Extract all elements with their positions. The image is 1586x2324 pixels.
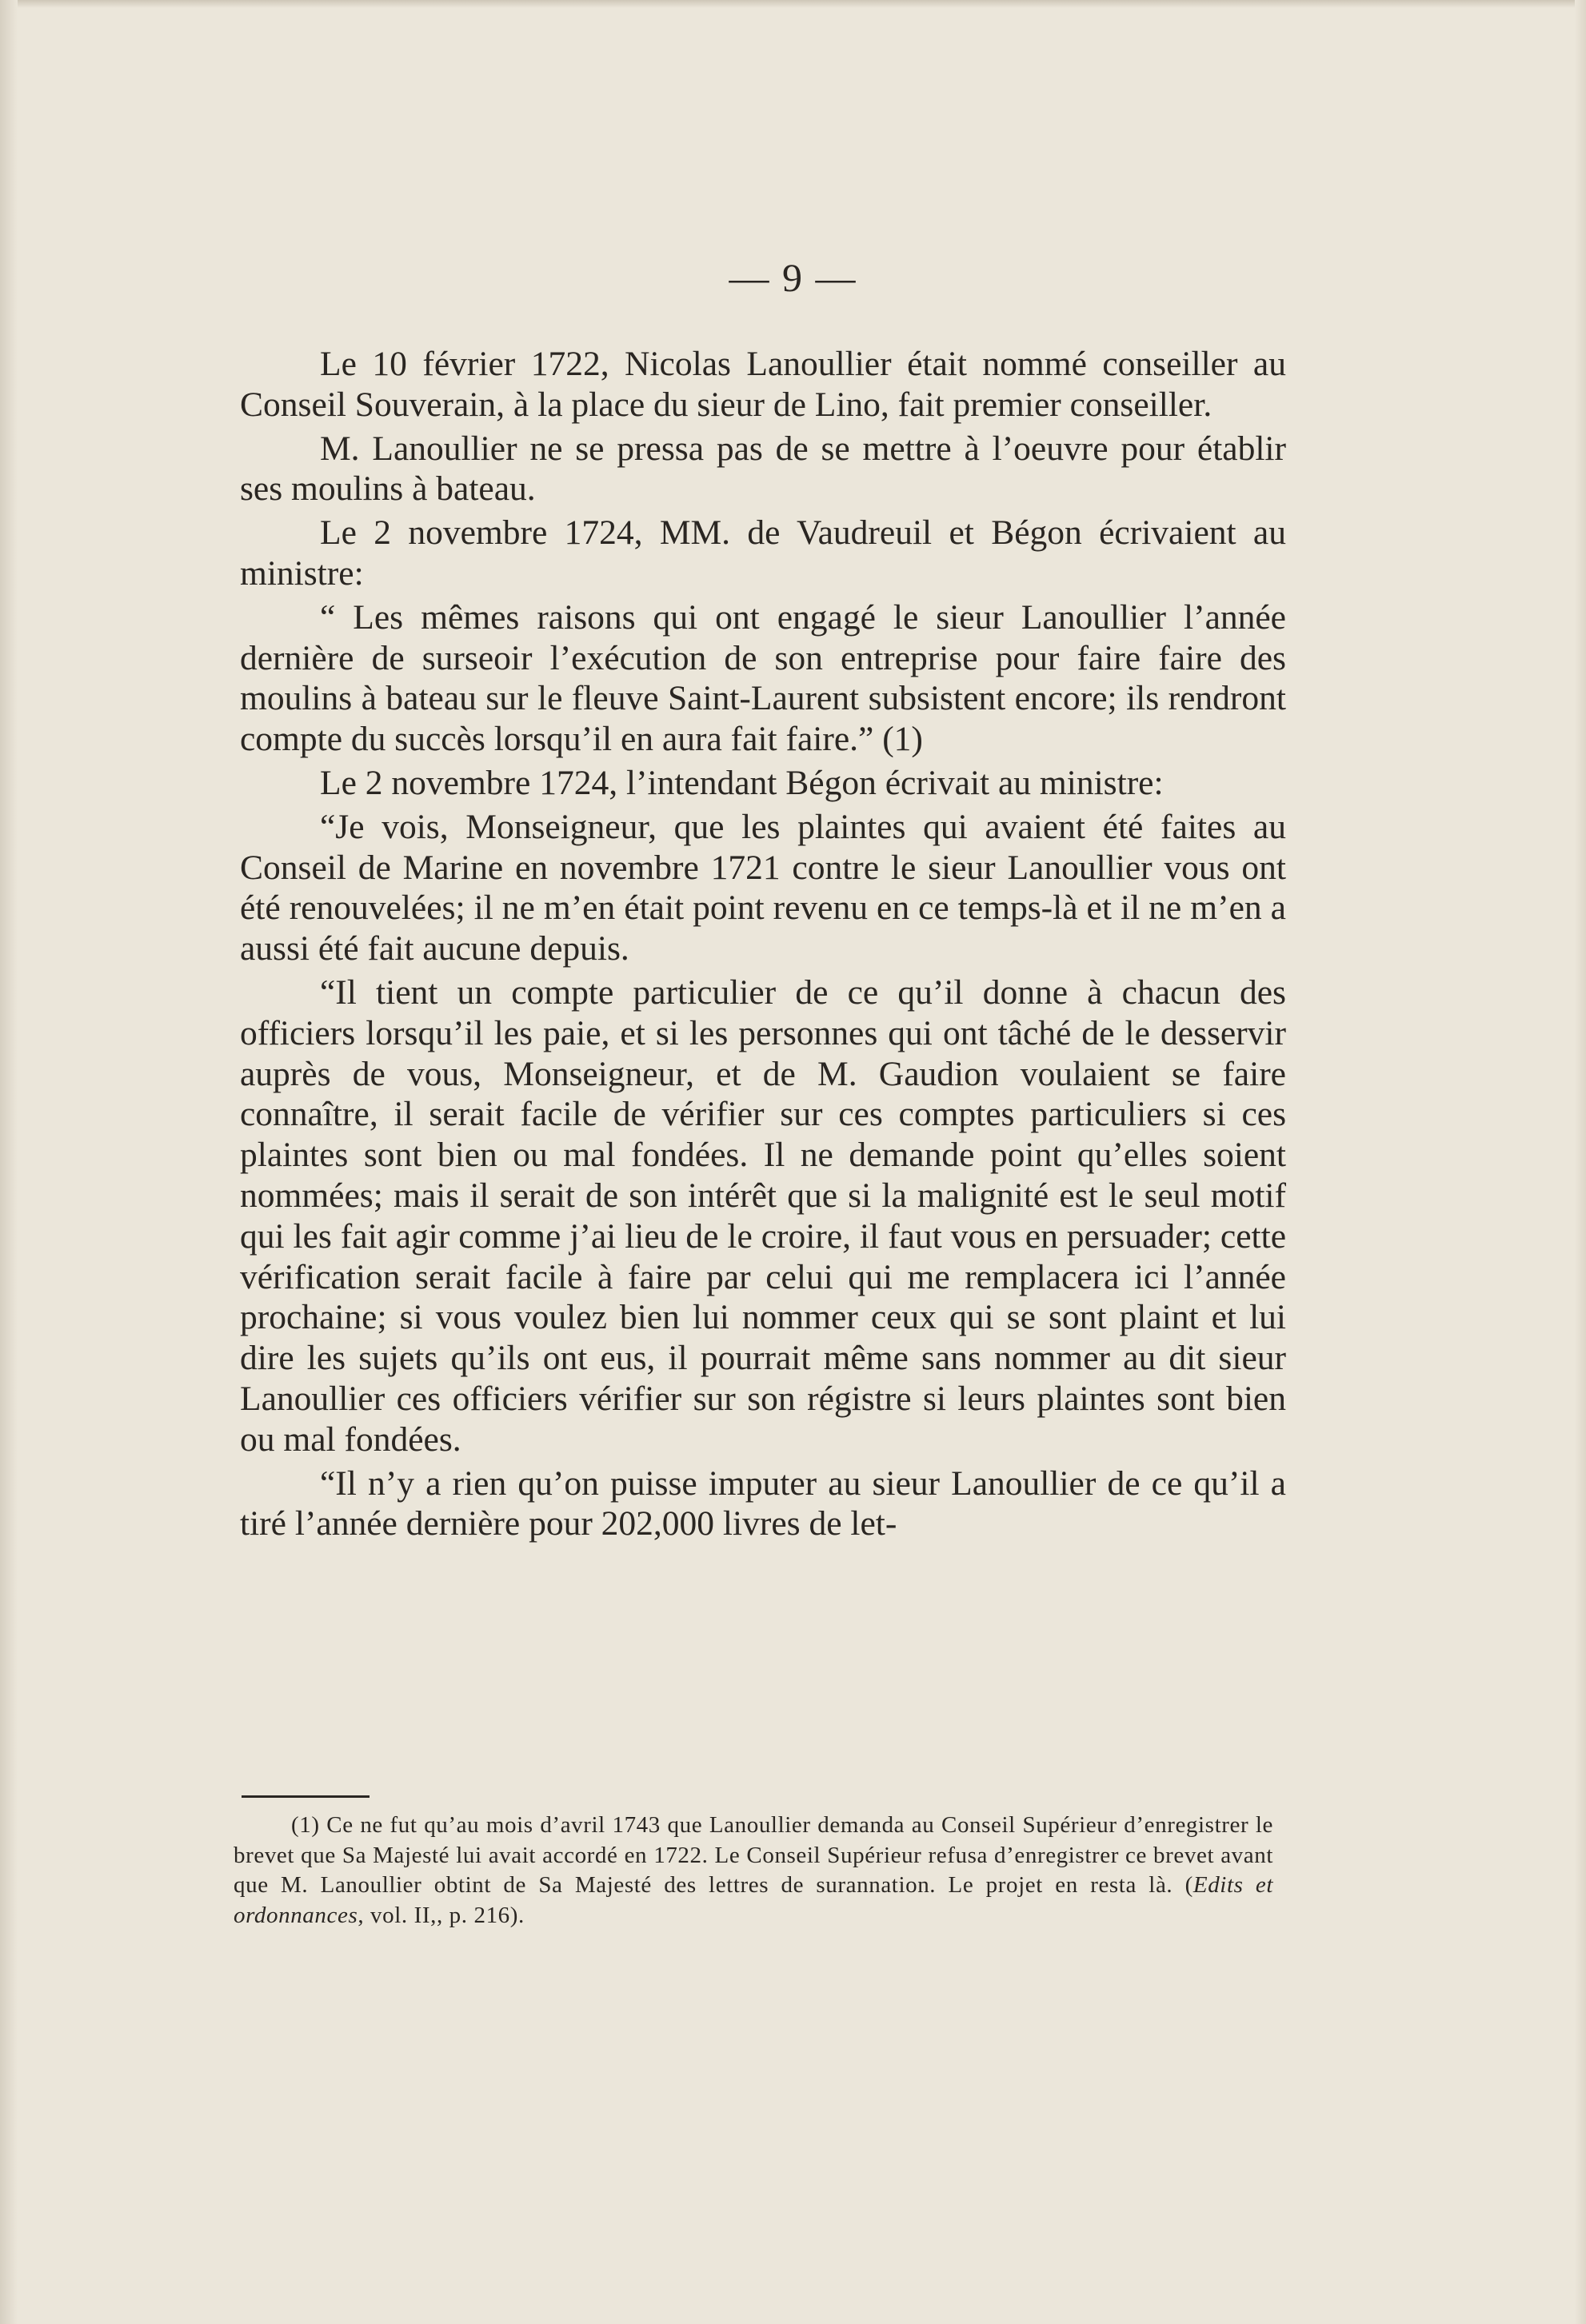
- quote-paragraph: “Il tient un compte particulier de ce qu’il donne à chacun des officiers lorsqu’il les paie, et si les personnes qui ont tâché de le desservir auprès de vous, Monseigneur, et de M. Gaudion voulaient se faire connaître, il serait facile de vérifier sur ces comptes particuliers si ces plaintes sont bien ou mal fondées. Il ne demande point qu’elles soient nommées; mais il serait de son intérêt que si la malignité est le seul motif qui les fait agir comme j’ai lieu de le croire, il faut vous en persuader; cette vérification serait facile à faire par celui qui me remplacera ici l’année prochaine; si vous voulez bien lui nommer ceux qui se sont plaint et lui dire les sujets qu’ils ont eus, il pourrait même sans nommer au dit sieur Lanoullier ces officiers vérifier sur son régistre si leurs plaintes sont bien ou mal fondées.: [240, 972, 1286, 1459]
- paragraph: Le 2 novembre 1724, l’intendant Bégon écrivait au ministre:: [320, 763, 1164, 802]
- footnote-text-before: (1) Ce ne fut qu’au mois d’avril 1743 que Lanoullier demanda au Conseil Supérieur d’enregistrer le brevet que Sa Majesté lui avait accordé en 1722. Le Conseil Supérieur refusa d’enregistrer ce brevet avant que M. Lanoullier obtint de Sa Majesté des lettres de surannation. Le projet en resta là. (: [234, 1812, 1273, 1898]
- quote-paragraph: “Il n’y a rien qu’on puisse imputer au sieur Lanoullier de ce qu’il a tiré l’année dernière pour 202,000 livres de let-: [240, 1463, 1286, 1543]
- paragraph: Le 10 février 1722, Nicolas Lanoullier était nommé conseiller au Conseil Souverain, à la place du sieur de Lino, fait premier conseiller.: [240, 345, 1286, 424]
- page-number: — 9 —: [729, 255, 857, 300]
- quote-paragraph: “ Les mêmes raisons qui ont engagé le sieur Lanoullier l’année dernière de surseoir l’exécution de son entreprise pour faire faire des moulins à bateau sur le fleuve Saint-Laurent subsistent encore; ils rendront compte du succès lorsqu’il en aura fait faire.” (1): [240, 597, 1286, 759]
- footnote: [234, 1811, 1273, 1931]
- footnote-text: [234, 1811, 1273, 1931]
- footnote-text-after: , vol. II,, p. 216).: [358, 1902, 525, 1928]
- page-spine-shadow: [0, 0, 18, 2324]
- paragraph: M. Lanoullier ne se pressa pas de se mettre à l’oeuvre pour établir ses moulins à bateau.: [240, 429, 1286, 509]
- page-right-edge: [1575, 0, 1586, 2324]
- paragraph: Le 2 novembre 1724, MM. de Vaudreuil et Bégon écrivaient au ministre:: [240, 513, 1286, 593]
- quote-paragraph: “Je vois, Monseigneur, que les plaintes qui avaient été faites au Conseil de Marine en novembre 1721 contre le sieur Lanoullier vous ont été renouvelées; il ne m’en était point revenu en ce temps-là et il ne m’en a aussi été fait aucune depuis.: [240, 807, 1286, 968]
- footnote-citation-title: Edits et ordonnances: [234, 1872, 1273, 1928]
- page-top-edge: [0, 0, 1586, 8]
- footnote-rule: [242, 1795, 370, 1798]
- body-text: [240, 344, 1286, 1547]
